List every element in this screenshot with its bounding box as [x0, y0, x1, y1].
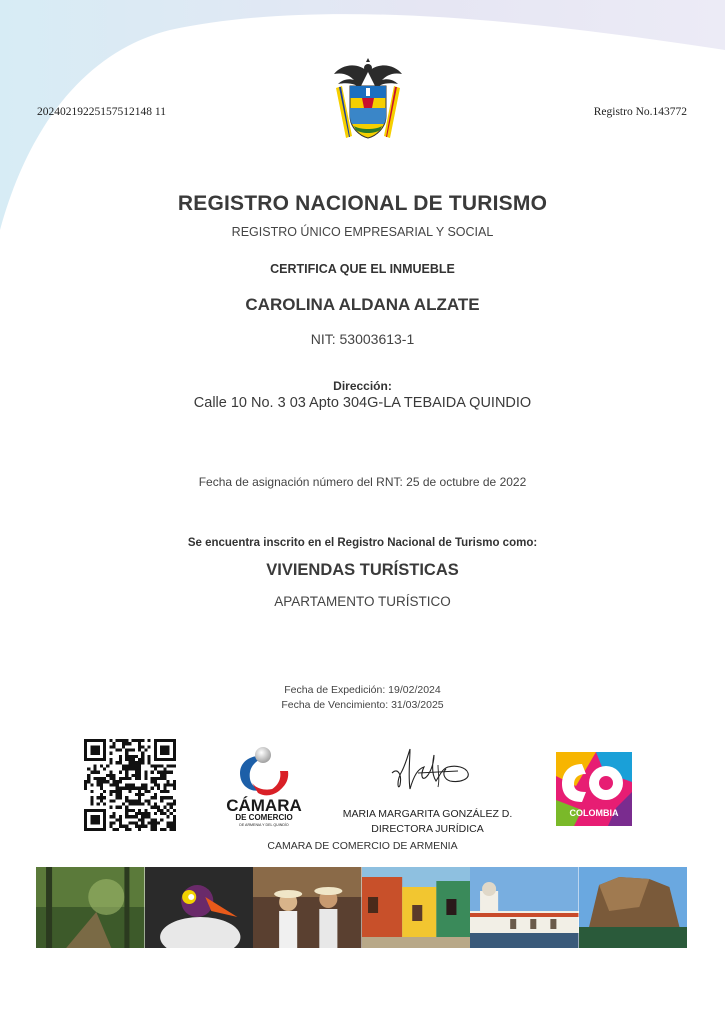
photo-cathedral [470, 867, 579, 948]
photo-strip [36, 867, 687, 948]
signer-role: DIRECTORA JURÍDICA [371, 823, 484, 835]
background-swoosh [0, 0, 725, 300]
certificate-subtitle: REGISTRO ÚNICO EMPRESARIAL Y SOCIAL [231, 225, 494, 239]
fecha-vencimiento: Fecha de Vencimiento: 31/03/2025 [281, 699, 444, 711]
camara-logo-city: DE ARMENIA Y DEL QUINDÍO [239, 823, 289, 827]
certificate-title: REGISTRO NACIONAL DE TURISMO [177, 192, 548, 215]
camara-logo-subtext: DE COMERCIO [235, 813, 293, 822]
signature-icon [388, 745, 478, 795]
direccion-value: Calle 10 No. 3 03 Apto 304G-LA TEBAIDA QUINDIO [193, 395, 532, 411]
marca-pais-colombia-logo [556, 752, 632, 826]
camara-logo-text: CÁMARA [226, 796, 302, 815]
qr-code-icon[interactable] [84, 739, 176, 831]
camara-name: CAMARA DE COMERCIO DE ARMENIA [267, 840, 458, 852]
nit-value: NIT: 53003613-1 [310, 331, 415, 347]
fecha-asignacion: Fecha de asignación número del RNT: 25 de octubre de 2022 [198, 475, 527, 489]
camara-de-comercio-logo [222, 743, 306, 829]
inscrito-text: Se encuentra inscrito en el Registro Nacional de Turismo como: [187, 537, 538, 549]
document-code: 20240219225157512148 11 [37, 106, 166, 118]
fecha-expedicion: Fecha de Expedición: 19/02/2024 [284, 684, 441, 696]
registro-number: Registro No.143772 [593, 106, 687, 118]
direccion-label: Dirección: [333, 379, 392, 393]
photo-colonial-street [362, 867, 471, 948]
photo-condor [145, 867, 254, 948]
colombia-coat-of-arms-icon [330, 58, 406, 142]
photo-mountain [579, 867, 688, 948]
co-logo-text: COLOMBIA [569, 808, 619, 818]
certifica-heading: CERTIFICA QUE EL INMUEBLE [270, 262, 455, 276]
subcategoria: APARTAMENTO TURÍSTICO [274, 594, 451, 609]
photo-forest [36, 867, 145, 948]
categoria: VIVIENDAS TURÍSTICAS [266, 561, 459, 579]
holder-name: CAROLINA ALDANA ALZATE [245, 295, 480, 314]
photo-musicians [253, 867, 362, 948]
signer-name: MARIA MARGARITA GONZÁLEZ D. [342, 808, 513, 820]
